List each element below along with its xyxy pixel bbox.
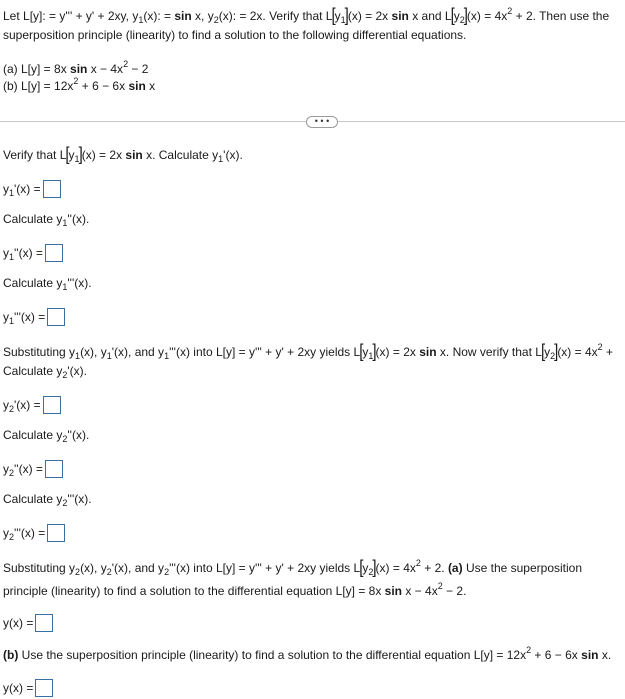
calc-y1-double-prime: Calculate $y_1''(x)$. <box>3 212 90 228</box>
y1-double-prime-answer-input[interactable] <box>45 244 63 262</box>
part-a-answer-input[interactable] <box>35 614 53 632</box>
part-a-answer-row: y(x) = <box>3 614 53 632</box>
calc-y2-triple-prime: Calculate $y_2'''(x)$. <box>3 492 92 508</box>
calc-y2-double-prime: Calculate $y_2''(x)$. <box>3 428 90 444</box>
y2-prime-answer-input[interactable] <box>43 396 61 414</box>
verify-y1-prompt: Verify that $L[y_1](x) = 2x$ sin x. Calculate $y_1'(x)$. <box>3 143 243 165</box>
part-a-equation: (a) L[y] = 8x $\sin x - 4x^2 - 2$ <box>3 59 149 76</box>
y2-prime-row: $y_2'(x)$ = <box>3 396 61 414</box>
y2-triple-prime-row: $y_2'''(x)$ = <box>3 524 65 542</box>
part-b-answer-input[interactable] <box>35 679 53 697</box>
y2-double-prime-answer-input[interactable] <box>45 460 63 478</box>
problem-line-2: superposition principle (linearity) to find a solution to the following differential equations. <box>3 28 467 42</box>
calc-y2-prime: Calculate $y_2'(x)$. <box>3 364 88 380</box>
y1-double-prime-row: $y_1''(x)$ = <box>3 244 63 262</box>
y1-prime-row: $y_1'(x)$ = <box>3 180 61 198</box>
substitution-y1-text: Substituting $y_1(x)$, $y_1'(x)$, and $y_1'''(x)$ into L[y] = y''' + y' + 2xy yields $L[y_1](x) = 2x$ sin x. Now verify that $L[y_2](x) = 4x^2$ + <box>3 340 614 362</box>
y1-prime-answer-input[interactable] <box>43 180 61 198</box>
y2-triple-prime-answer-input[interactable] <box>47 524 65 542</box>
substitution-y2-text: Substituting $y_2(x)$, $y_2'(x)$, and $y_2'''(x)$ into L[y] = y''' + y' + 2xy yields $L[y_2](x) = 4x^2 + 2$. (a) Use the superposition <box>3 556 583 578</box>
principle-a-text: principle (linearity) to find a solution to the differential equation L[y] = 8x $\sin x - 4x^2 - 2$. <box>3 581 467 598</box>
y1-triple-prime-answer-input[interactable] <box>47 308 65 326</box>
part-b-answer-row: y(x) = <box>3 679 53 697</box>
y1-triple-prime-row: $y_1'''(x)$ = <box>3 308 65 326</box>
part-b-question: (b) Use the superposition principle (linearity) to find a solution to the differential equation $L[y] = 12x^2 + 6 - 6x$ sin x. <box>3 645 612 662</box>
more-options-button[interactable]: • • • <box>306 116 338 128</box>
calc-y1-triple-prime: Calculate $y_1'''(x)$. <box>3 276 92 292</box>
part-b-equation: (b) $L[y] = 12x^2 + 6 - 6x$ sin x <box>3 76 156 93</box>
y2-double-prime-row: $y_2''(x)$ = <box>3 460 63 478</box>
problem-line-1: Let L[y]: = y''' + y' + 2xy, $y_1(x)$: = sin x, $y_2(x)$: = 2x. Verify that $L[y_1](x) = 2x$ sin x and $L[y_2](x) = 4x^2 + 2$. Then use the <box>3 4 610 26</box>
